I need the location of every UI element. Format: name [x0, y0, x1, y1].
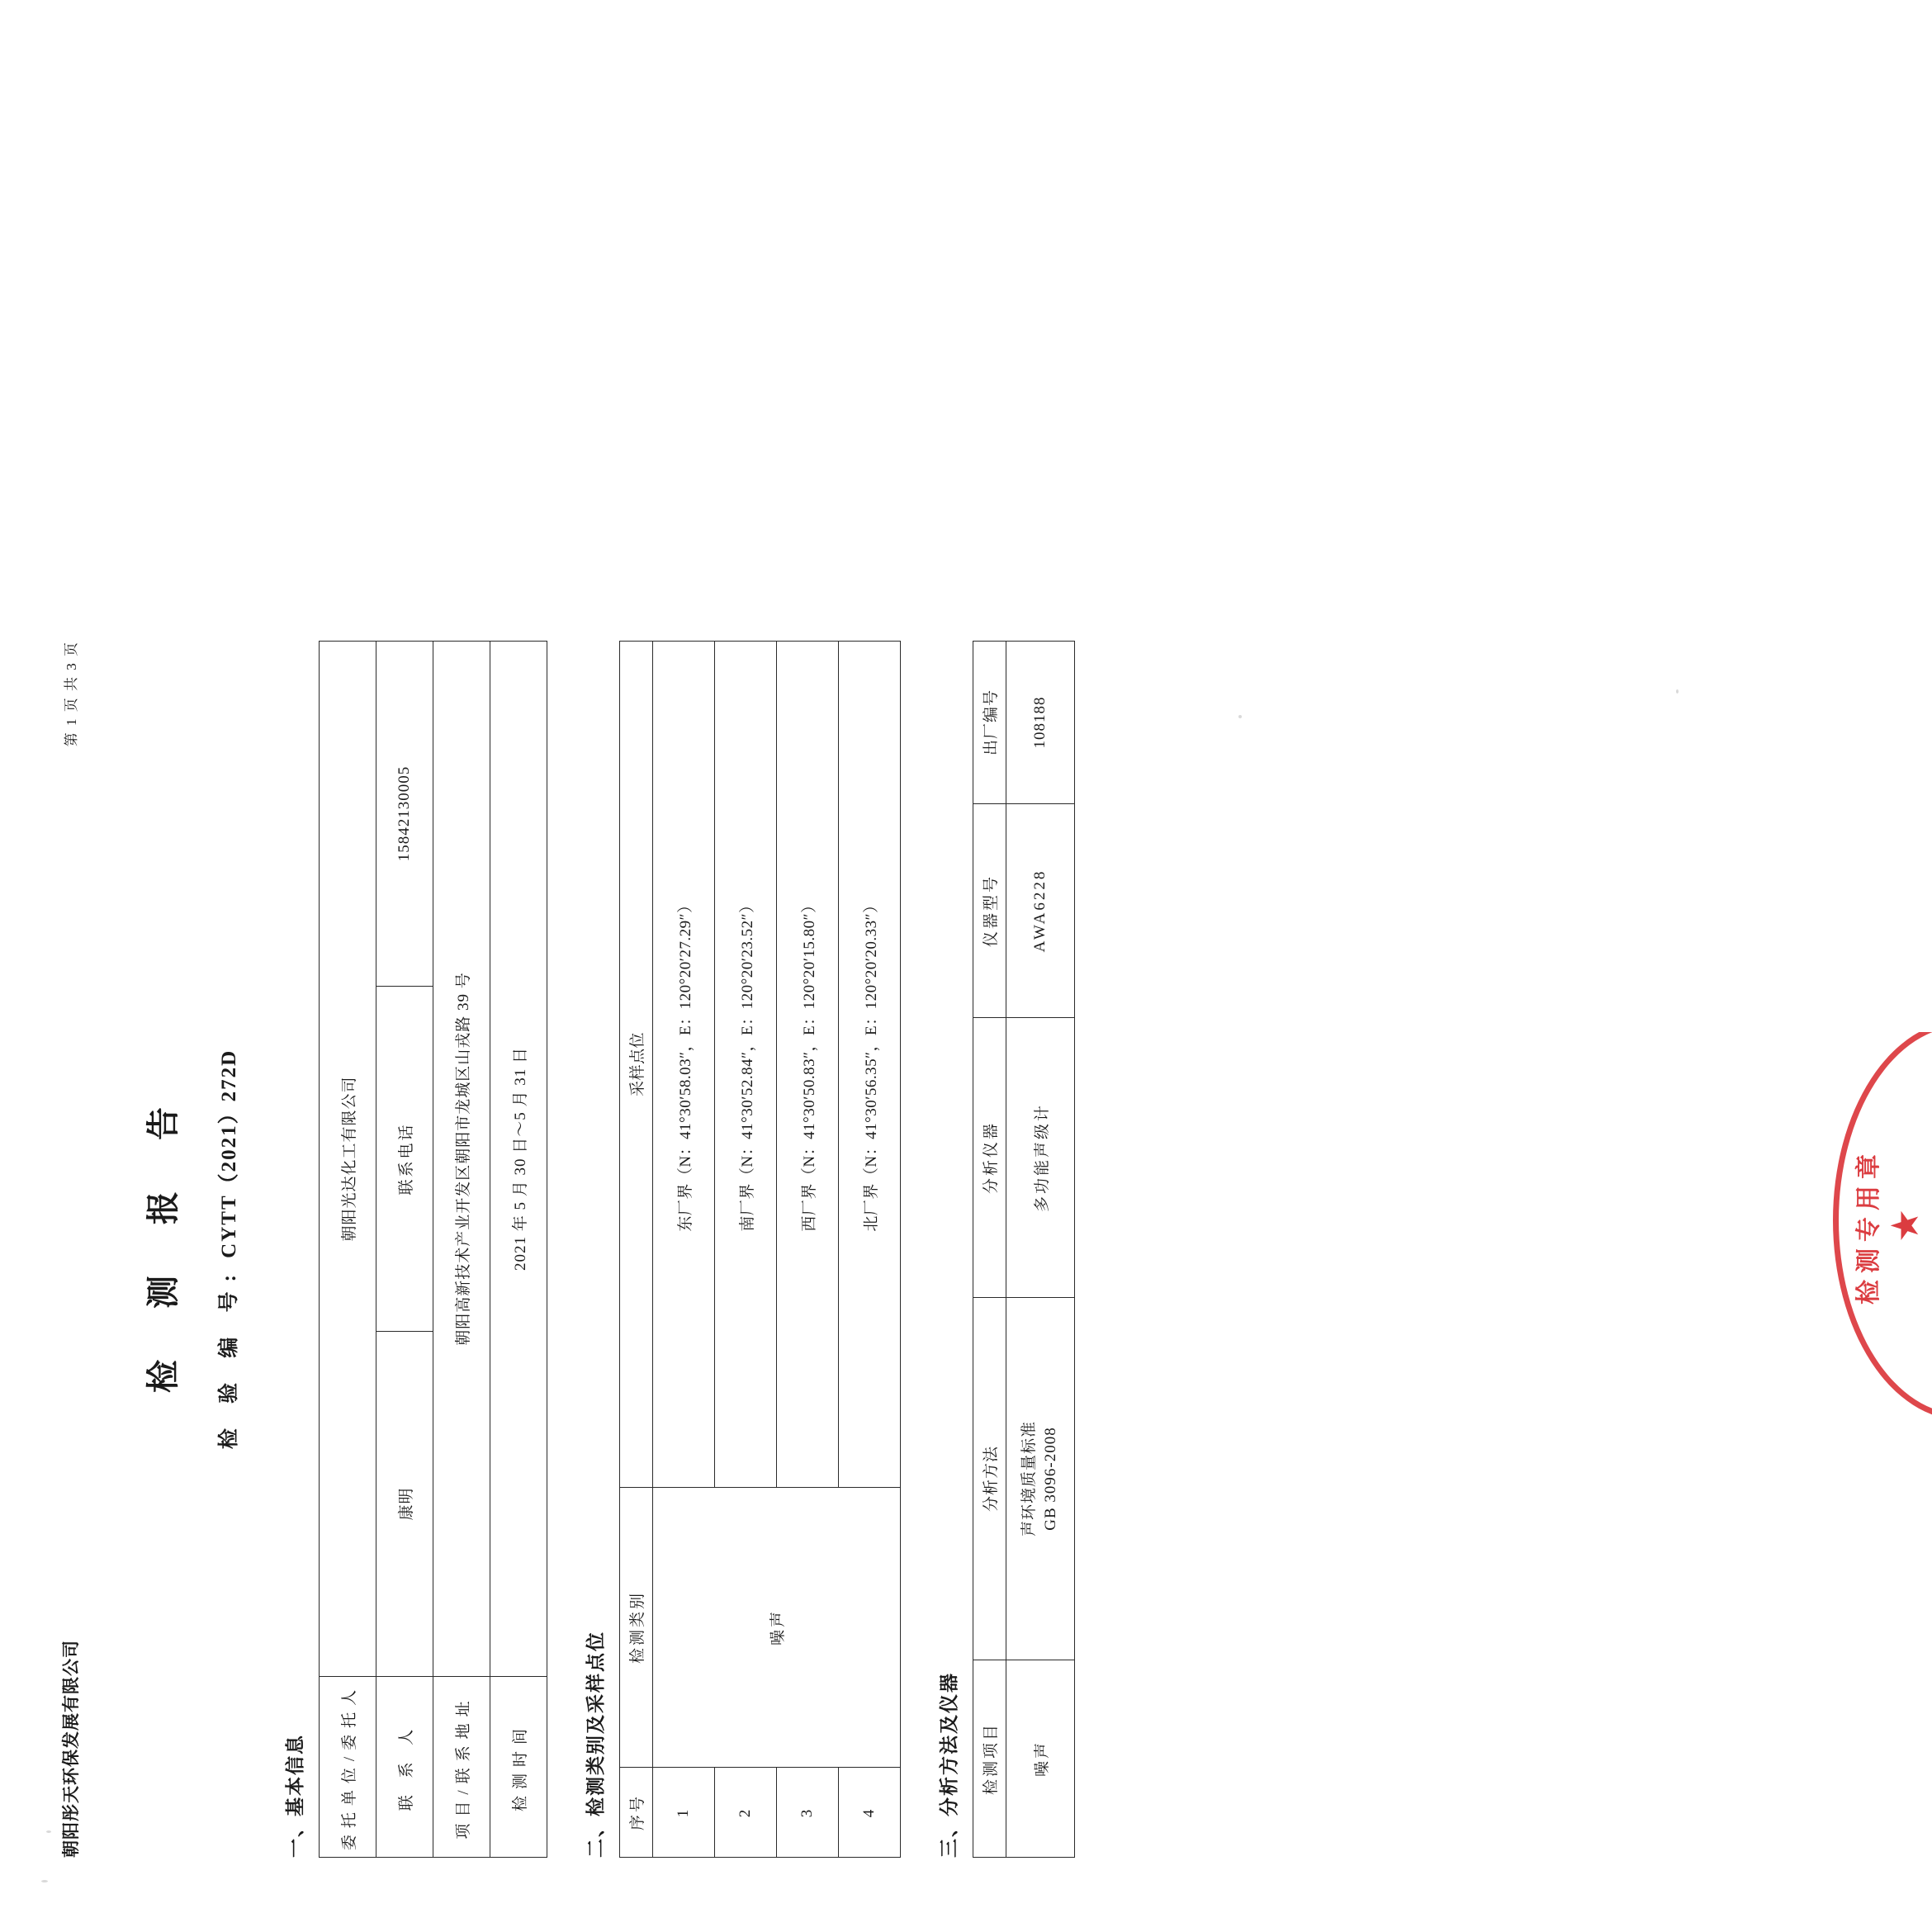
table-header-row [620, 642, 653, 1858]
table-row [490, 642, 547, 1858]
section-1-heading: 一、基本信息 [285, 1734, 305, 1858]
cell-method-line1: 声环境质量标准 [1020, 1421, 1039, 1537]
row-value-phone: 15842130005 [376, 642, 433, 987]
cell-method-line2: GB 3096-2008 [1042, 1427, 1059, 1531]
row-value-contact: 康明 [376, 1332, 433, 1677]
col-header-model: 仪器型号 [973, 804, 1006, 1018]
row-label-contact: 联 系 人 [376, 1677, 433, 1858]
cell-item: 噪声 [1006, 1660, 1075, 1858]
cell-point: 南厂界（N：41°30′52.84″，E：120°20′23.52″） [715, 642, 777, 1488]
col-header-item: 检测项目 [973, 1660, 1006, 1858]
col-header-serial: 出厂编号 [973, 642, 1006, 804]
scan-speck [41, 1880, 48, 1882]
col-header-method: 分析方法 [973, 1298, 1006, 1660]
table-row [376, 642, 433, 1858]
cell-no: 2 [715, 1768, 777, 1858]
cell-model: AWA6228 [1006, 804, 1075, 1018]
row-value-client: 朝阳光达化工有限公司 [320, 642, 376, 1677]
table-row [1006, 642, 1075, 1858]
section-3-heading: 三、分析方法及仪器 [939, 1672, 959, 1858]
company-name: 朝阳彤天环保发展有限公司 [61, 1640, 81, 1858]
cell-point: 北厂界（N：41°30′56.35″，E：120°20′20.33″） [839, 642, 901, 1488]
scan-speck [1238, 715, 1242, 718]
cell-category: 噪声 [653, 1488, 901, 1768]
page-number: 第 1 页 共 3 页 [64, 641, 79, 747]
row-value-date: 2021 年 5 月 30 日～5 月 31 日 [490, 642, 547, 1677]
rotated-page-wrapper [0, 566, 1932, 1932]
col-header-category: 检测类别 [620, 1488, 653, 1768]
scan-speck [46, 1830, 51, 1833]
row-label-client: 委托单位/委托人 [320, 1677, 376, 1858]
method-instrument-table [973, 641, 1075, 1858]
cell-point: 西厂界（N：41°30′50.83″，E：120°20′15.80″） [777, 642, 839, 1488]
page-title: 检 测 报 告 [144, 1086, 182, 1393]
col-header-point: 采样点位 [620, 642, 653, 1488]
row-label-phone: 联系电话 [376, 987, 433, 1332]
section-2-heading: 二、检测类别及采样点位 [585, 1631, 606, 1858]
cell-no: 3 [777, 1768, 839, 1858]
table-row [433, 642, 490, 1858]
table-row [320, 642, 376, 1858]
table-row [653, 642, 715, 1858]
report-page [0, 566, 1932, 1932]
table-header-row [973, 642, 1006, 1858]
page-header [58, 641, 92, 1858]
row-label-date: 检测时间 [490, 1677, 547, 1858]
cell-no: 1 [653, 1768, 715, 1858]
official-stamp [1833, 1032, 1932, 1420]
cell-point: 东厂界（N：41°30′58.03″，E：120°20′27.29″） [653, 642, 715, 1488]
col-header-no: 序号 [620, 1768, 653, 1858]
star-icon: ★ [1884, 1208, 1926, 1243]
scan-speck [1676, 689, 1679, 694]
report-number-line [212, 641, 242, 1858]
cell-method [1006, 1298, 1075, 1660]
sampling-points-table [619, 641, 901, 1858]
col-header-instrument: 分析仪器 [973, 1018, 1006, 1298]
cell-serial: 108188 [1006, 642, 1075, 804]
row-label-address: 项目/联系地址 [433, 1677, 490, 1858]
report-number-label: 检 验 编 号: [218, 1265, 240, 1450]
stamp-ring [1833, 1032, 1932, 1420]
stamp-text: 检测专用章 [1855, 1148, 1882, 1305]
cell-no: 4 [839, 1768, 901, 1858]
cell-instrument: 多功能声级计 [1006, 1018, 1075, 1298]
row-value-address: 朝阳高新技术产业开发区朝阳市龙城区山戎路 39 号 [433, 642, 490, 1677]
basic-info-table [319, 641, 547, 1858]
report-number-value: CYTT（2021）272D [218, 1049, 240, 1258]
